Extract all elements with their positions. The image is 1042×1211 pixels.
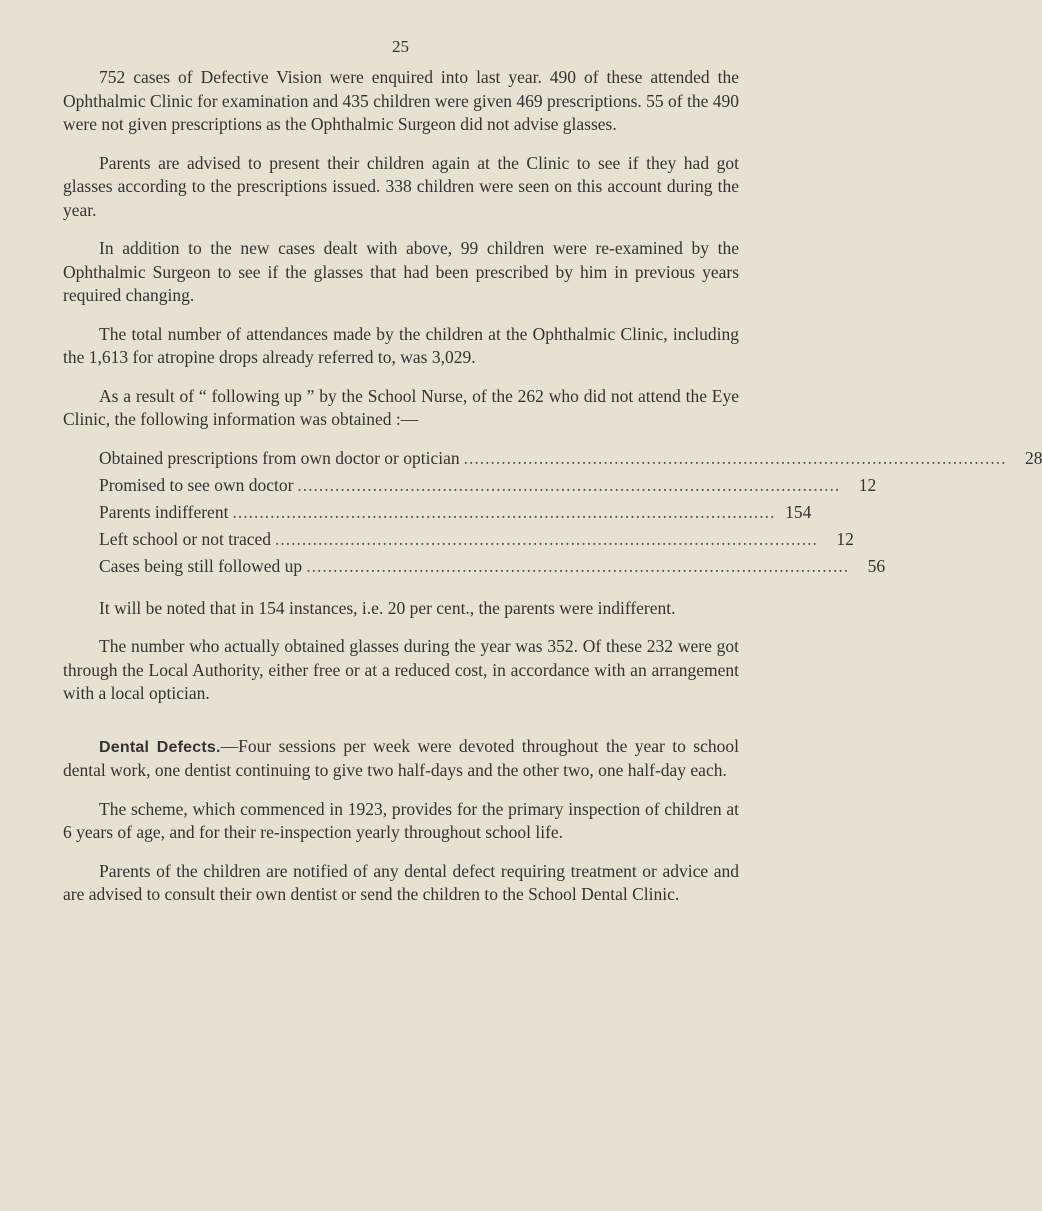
section-spacer — [63, 721, 739, 735]
list-item — [99, 555, 886, 582]
result-label: Cases being still followed up — [99, 555, 303, 576]
list-item — [99, 528, 854, 555]
paragraph-indifferent: It will be noted that in 154 instances, i.e. 20 per cent., the parents were indifferent. — [99, 597, 676, 618]
result-value: 56 — [867, 555, 886, 576]
follow-up-results-list — [99, 447, 1042, 582]
dot-leader: ..................................................................................................... — [275, 528, 818, 549]
list-item — [99, 474, 877, 501]
list-item — [99, 447, 1042, 474]
dental-intro-text: —Four sessions per week were devoted throughout the year to school dental work, one dentist continuing to give two half-days and the other two, one half-day each. — [63, 735, 739, 780]
result-label: Parents indifferent — [99, 501, 229, 522]
paragraph-glasses-obtained: The number who actually obtained glasses during the year was 352. Of these 232 were got through the Local Authority, either free or at a reduced cost, in accordance with an arrangement with a local optician. — [63, 636, 739, 703]
result-label: Left school or not traced — [99, 528, 272, 549]
paragraph-dental-parents: Parents of the children are notified of any dental defect requiring treatment or advice and are advised to consult their own dentist or send the children to the School Dental Clinic. — [63, 860, 739, 904]
result-value: 12 — [836, 528, 854, 549]
section-heading-dental-defects: Dental Defects. — [99, 738, 221, 756]
dot-leader: ..................................................................................................... — [297, 474, 841, 495]
dot-leader: ..................................................................................................... — [232, 501, 776, 522]
paragraph-dental-defects — [63, 735, 739, 783]
paragraph-defective-vision: 752 cases of Defective Vision were enquired into last year. 490 of these attended the Ophthalmic Clinic for examination and 435 children were given 469 prescriptions. 55 of the 490 were not given prescriptions as the Ophthalmic Surgeon did not advise glasses. — [63, 67, 740, 134]
result-value: 28 — [1024, 447, 1042, 468]
paragraph-clinic-followup: Parents are advised to present their children again at the Clinic to see if they had got glasses according to the prescriptions issued. 338 children were seen on this account during the year. — [63, 152, 739, 220]
page-number: 25 — [392, 37, 409, 56]
paragraph-total-attendances: The total number of attendances made by the children at the Ophthalmic Clinic, including the 1,613 for atropine drops already referred to, was 3,029. — [63, 323, 739, 367]
document-body — [63, 66, 1042, 922]
result-label: Promised to see own doctor — [99, 474, 294, 495]
list-item — [99, 501, 812, 528]
paragraph-dental-scheme: The scheme, which commenced in 1923, provides for the primary inspection of children at 6 years of age, and for their re-inspection yearly throughout school life. — [63, 798, 739, 842]
dot-leader: ..................................................................................................... — [463, 447, 1007, 468]
result-value: 154 — [785, 501, 812, 522]
paragraph-re-examined: In addition to the new cases dealt with above, 99 children were re-examined by the Ophthalmic Surgeon to see if the glasses that had been prescribed by him in previous years required changing. — [63, 238, 739, 305]
dot-leader: ..................................................................................................... — [306, 555, 850, 576]
result-value: 12 — [858, 474, 877, 495]
paragraph-following-up: As a result of “ following up ” by the School Nurse, of the 262 who did not attend the Eye Clinic, the following information was obtained :— — [63, 385, 739, 429]
result-label: Obtained prescriptions from own doctor or optician — [99, 447, 460, 468]
